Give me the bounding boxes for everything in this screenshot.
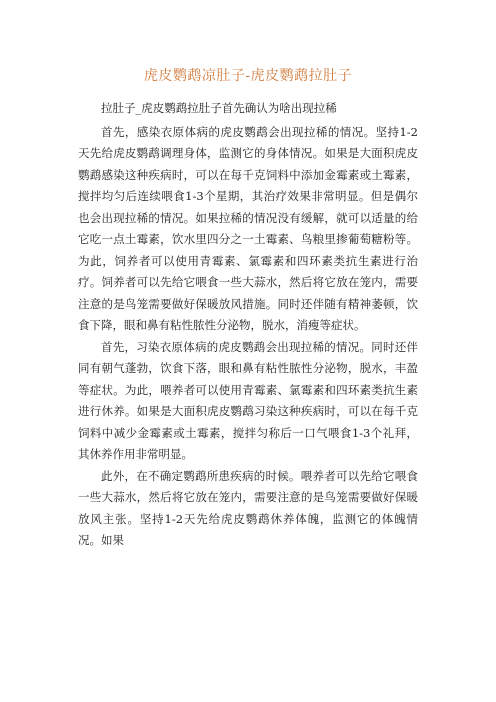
paragraph-2: 首先，习染衣原体病的虎皮鹦鹉会出现拉稀的情况。同时还伴同有朝气蓬勃，饮食下落，眼和鼻有粘性脓性分泌物，脱水，丰盈等症状。为此，喂养者可以使用青霉素、氯霉素和四环素类抗生素进行休养。如果是大面积虎皮鹦鹉习染这种疾病时，可以在每千克饲料中减少金霉素或土霉素，搅拌匀称后一口气喂食1-3个礼拜，其休养作用非常明显。 [78,339,418,461]
document-subtitle: 拉肚子_虎皮鹦鹉拉肚子首先确认为啥出现拉稀 [101,101,337,115]
paragraph-1: 首先，感染衣原体病的虎皮鹦鹉会出现拉稀的情况。坚持1-2天先给虎皮鹦鹉调理身体，监测它的身体情况。如果是大面积虎皮鹦鹉感染这种疾病时，可以在每千克饲料中添加金霉素或土霉素，搅拌均匀后连续喂食1-3个星期，其治疗效果非常明显。但是偶尔也会出现拉稀的情况。如果拉稀的情况没有缓解，就可以适量的给它吃一点土霉素，饮水里四分之一土霉素、鸟粮里掺葡萄糖粉等。为此，饲养者可以使用青霉素、氯霉素和四环素类抗生素进行治疗。饲养者可以先给它喂食一些大蒜水，然后将它放在笼内，需要注意的是鸟笼需要做好保暖放风措施。同时还伴随有精神萎顿，饮食下降，眼和鼻有粘性脓性分泌物，脱水，消瘦等症状。 [78,124,418,332]
paragraph-3: 此外，在不确定鹦鹉所患疾病的时候。喂养者可以先给它喂食一些大蒜水，然后将它放在笼内，需要注意的是鸟笼需要做好保暖放风主张。坚持1-2天先给虎皮鹦鹉休养体魄，监测它的体魄情况。如果 [78,468,418,547]
document-body [78,98,418,552]
document-title: 虎皮鹦鹉凉肚子-虎皮鹦鹉拉肚子 [143,68,353,84]
